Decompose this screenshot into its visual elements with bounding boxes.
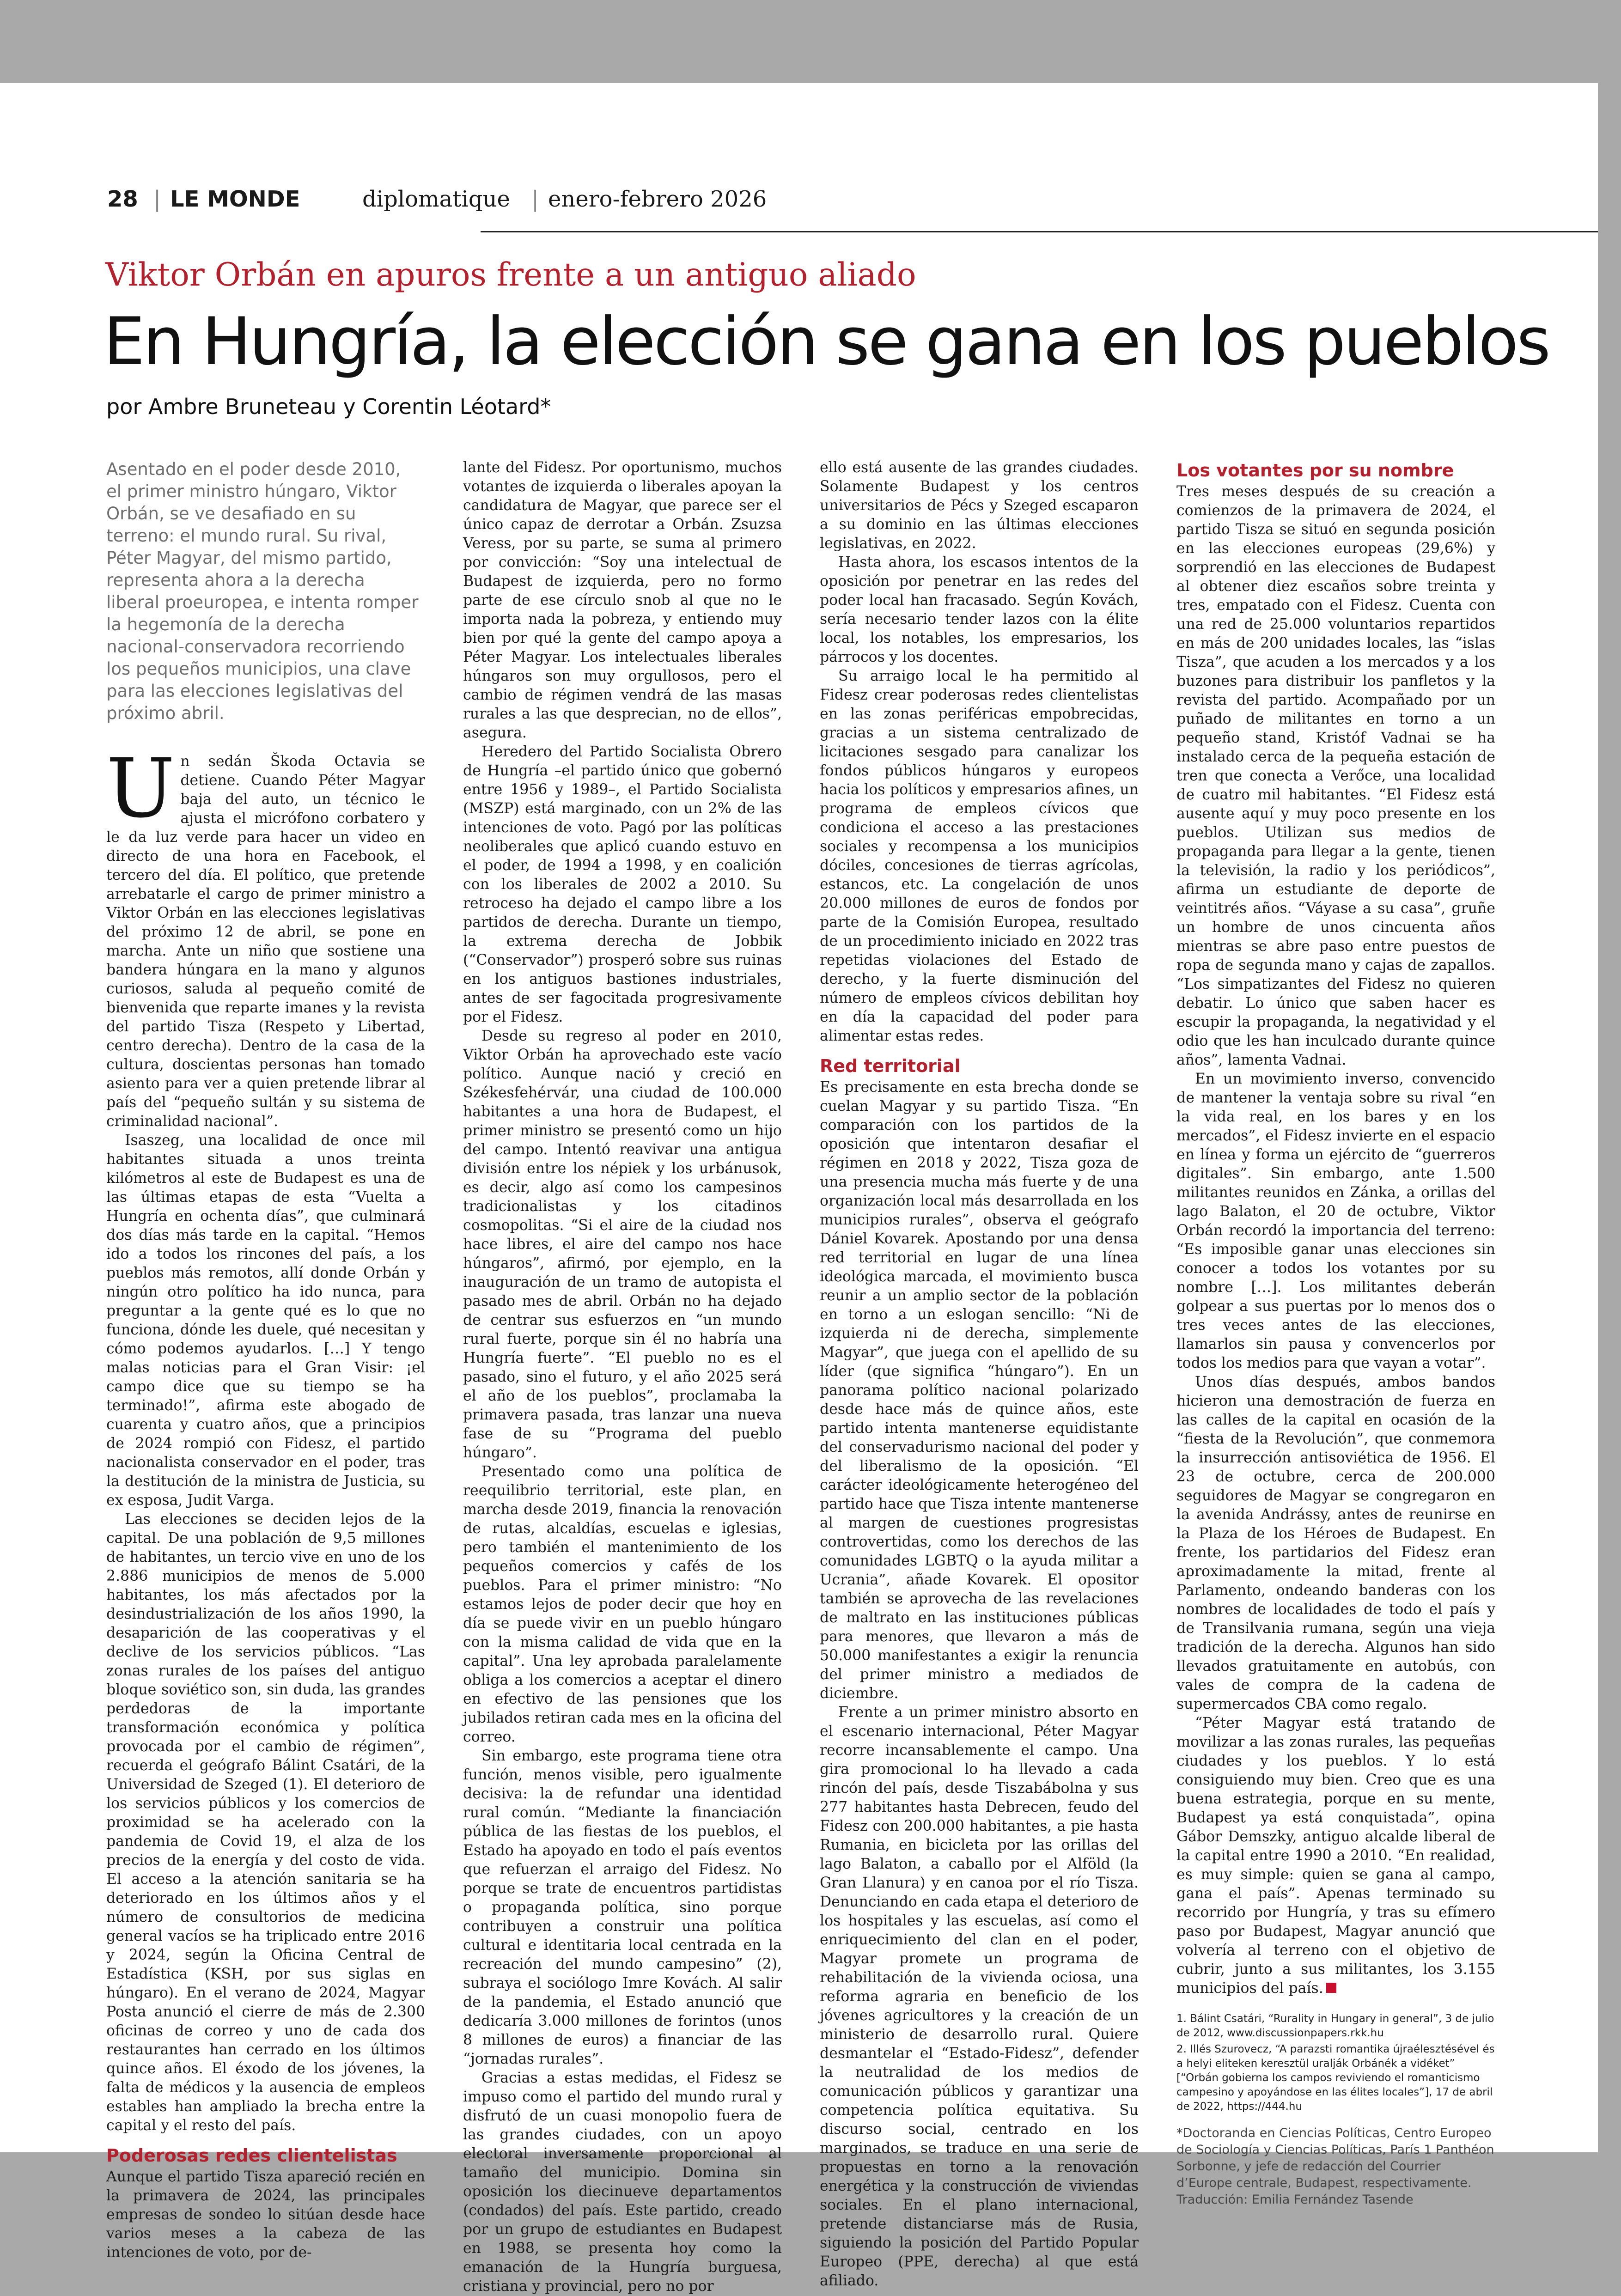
article-kicker: Viktor Orbán en apuros frente a un antiguo aliado [105, 256, 916, 293]
issue-date: enero-febrero 2026 [548, 186, 767, 212]
paragraph: Desde su regreso al poder en 2010, Viktor Orbán ha aprovechado este vacío político. Aunque nació y creció en Székesfehérvár, una ciudad de 100.000 habitantes a una hora de Budapest, el primer ministro se presentó como un hijo del campo. Intentó reavivar una antigua división entre los népiek y los urbánusok, es decir, algo así como los campesinos tradicionalistas y los citadinos cosmopolitas. “Si el aire de la ciudad nos hace libres, el aire del campo nos hace húngaros”, afirmó, por ejemplo, en la inauguración de un tramo de autopista el pasado mes de abril. Orbán no ha dejado de centrar sus esfuerzos en “un mundo rural fuerte, porque sin él no habría una Hungría fuerte”. “El pueblo no es el pasado, sino el futuro, y el año 2025 será el año de los pueblos”, proclamaba la primavera pasada, tras lanzar una nueva fase de su “Programa del pueblo húngaro”. [463, 1028, 782, 1461]
paragraph-text: “Péter Magyar está tratando de movilizar a las zonas rurales, las pequeñas ciudades y los pueblos. Y lo está consiguiendo muy bien. Creo que es una buena estrategia, porque en su mente, Budapest ya está conquistada”, opina Gábor Demszky, antiguo alcalde liberal de la capital entre 1990 a 2010. “En realidad, es muy simple: quien se gana al campo, gana el país”. Apenas terminado su recorrido por Hungría, y tras su efímero paso por Budapest, Magyar anunció que volvería al terreno con el objetivo de cubrir, junto a sus militantes, los 3.155 municipios del país. [1176, 1715, 1495, 1997]
paragraph: ello está ausente de las grandes ciudades. Solamente Budapest y los centros universitarios de Pécs y Szeged escaparon a su dominio en las últimas elecciones legislativas, en 2022. [820, 459, 1139, 552]
article-byline: por Ambre Bruneteau y Corentin Léotard* [106, 394, 551, 419]
paragraph: Presentado como una política de reequilibrio territorial, este plan, en marcha desde 2019, financia la renovación de rutas, alcaldías, escuelas e iglesias, pero también el mantenimiento de los pequeños comercios y cafés de los pueblos. Para el primer ministro: “No estamos lejos de poder decir que hoy en día se puede vivir en un pueblo húngaro con la misma calidad de vida que en la capital”. Una ley aprobada paralelamente obliga a los comercios a aceptar el dinero en efectivo de las pensiones que los jubilados retiran cada mes en la oficina del correo. [463, 1463, 782, 1745]
paragraph [106, 741, 425, 1131]
brand-name: LE MONDE [170, 186, 300, 212]
article-column-3 [820, 458, 1139, 2289]
section-subhead: Los votantes por su nombre [1176, 460, 1454, 481]
header-separator: | [531, 186, 539, 212]
paragraph: Su arraigo local le ha permitido al Fidesz crear poderosas redes clientelistas en las zonas periféricas empobrecidas, gracias a un sistema centralizado de licitaciones sesgado para canalizar los fondos públicos húngaros y europeos hacia los políticos y empresarios afines, un programa de empleos cívicos que condiciona el acceso a las prestaciones sociales y recompensa a los municipios dóciles, concesiones de tierras agrícolas, estancos, etc. La congelación de unos 20.000 millones de euros de fondos por parte de la Comisión Europea, resultado de un procedimiento iniciado en 2022 tras repetidas violaciones del Estado de derecho, y la fuerte disminución del número de empleos cívicos debilitan hoy en día la capacidad del poder para alimentar estas redes. [820, 668, 1139, 1044]
paragraph: lante del Fidesz. Por oportunismo, muchos votantes de izquierda o liberales apoyan la candidatura de Magyar, que parece ser el único capaz de derrotar a Orbán. Zsuzsa Veress, por su parte, se suma al primero por convicción: “Soy una intelectual de Budapest de izquierda, pero no formo parte de ese círculo snob al que no le importa nada la pobreza, y entiendo muy bien por qué la gente del campo apoya a Péter Magyar. Los intelectuales liberales húngaros son muy orgullosos, pero el cambio de régimen vendrá de las masas rurales a las que desprecian, no de ellos”, asegura. [463, 459, 782, 741]
footnote: 1. Bálint Csatári, “Rurality in Hungary in general”, 3 de julio de 2012, www.discussionpapers.rkk.hu [1176, 2013, 1494, 2039]
article-lead: Asentado en el poder desde 2010, el primer ministro húngaro, Viktor Orbán, se ve desafiado en su terreno: el mundo rural. Su rival, Péter Magyar, del mismo partido, representa ahora a la derecha liberal proeuropea, e intenta romper la hegemonía de la derecha nacional-conservadora recorriendo los pequeños municipios, una clave para las elecciones legislativas del próximo abril. [106, 459, 419, 723]
paragraph [1176, 1714, 1495, 1998]
article-column-4 [1176, 458, 1495, 2207]
drop-cap: U [106, 741, 175, 836]
paragraph: Unos días después, ambos bandos hicieron una demostración de fuerza en las calles de la capital en ocasión de la “fiesta de la Revolución”, que conmemora la insurrección antisoviética de 1956. El 23 de octubre, cerca de 200.000 seguidores de Magyar se congregaron en la avenida Andrássy, antes de reunirse en la Plaza de los Héroes de Budapest. En frente, los partidarios del Fidesz eran aproximadamente la mitad, frente al Parlamento, ondeando banderas con los nombres de localidades de todo el país y de Transilvania rumana, según una vieja tradición de la derecha. Algunos han sido llevados gratuitamente en autobús, con vales de compra de la cadena de supermercados CBA como regalo. [1176, 1374, 1495, 1712]
footnote: 2. Illés Szurovecz, “A parazsti romantika újraélesztésével és a helyi eliteken keresztül uralják Orbánék a vidéket” [“Orbán gobierna los campos reviviendo el romanticismo campesino y apoyándose en las élites locales”], 17 de abril de 2022, https://444.hu [1176, 2043, 1495, 2113]
translation-credit: Traducción: Emilia Fernández Tasende [1176, 2192, 1414, 2207]
author-credits [1176, 2125, 1495, 2208]
newspaper-page [0, 83, 1598, 2295]
paragraph: Sin embargo, este programa tiene otra función, menos visible, pero igualmente decisiva: la de refundar una identidad rural común. “Mediante la financiación pública de las fiestas de los pueblos, el Estado ha apoyado en todo el país eventos que refuerzan el arraigo del Fidesz. No porque se trate de encuentros partidistas o propaganda política, sino porque contribuyen a construir una política cultural e identitaria local centrada en la recreación del mundo campesino” (2), subraya el sociólogo Imre Kovách. Al salir de la pandemia, el Estado anunció que dedicaría 3.000 millones de forintos (unos 8 millones de euros) a financiar de las “jornadas rurales”. [463, 1748, 782, 2067]
header-rule [481, 231, 1598, 232]
paragraph: Gracias a estas medidas, el Fidesz se impuso como el partido del mundo rural y disfrutó de un cuasi monopolio fuera de las grandes ciudades, con un apoyo electoral inversamente proporcional al tamaño del municipio. Domina sin oposición los diecinueve departamentos (condados) del país. Este partido, creado por un grupo de estudiantes en Budapest en 1988, se presenta hoy como la emanación de la Hungría burguesa, cristiana y provincial, pero no por [463, 2070, 782, 2295]
brand-name-suffix: diplomatique [362, 186, 510, 212]
page-header [107, 186, 1614, 213]
section-subhead: Poderosas redes clientelistas [106, 2145, 397, 2166]
paragraph: Frente a un primer ministro absorto en el escenario internacional, Péter Magyar recorre incansablemente el campo. Una gira promocional lo ha llevado a cada rincón del país, desde Tiszabábolna y sus 277 habitantes hasta Debrecen, feudo del Fidesz con 200.000 habitantes, a pie hasta Rumania, en bicicleta por las orillas del lago Balaton, a caballo por el Alföld (la Gran Llanura) y en canoa por el río Tisza. Denunciando en cada etapa el deterioro de los hospitales y las escuelas, así como el enriquecimiento del clan en el poder, Magyar promete un programa de rehabilitación de la vivienda ociosa, una reforma agraria en beneficio de los jóvenes agricultores y la creación de un ministerio de desarrollo rural. Quiere desmantelar el “Estado-Fidesz”, defender la neutralidad de los medios de comunicación públicos y garantizar una competencia política equitativa. Su discurso social, centrado en los marginados, se traduce en una serie de propuestas en torno a la renovación energética y la construcción de viviendas sociales. En el plano internacional, pretende distanciarse más de Rusia, siguiendo la posición del Partido Popular Europeo (PPE, derecha) al que está afiliado. [820, 1704, 1139, 2289]
article-column-2 [463, 458, 782, 2295]
paragraph: Heredero del Partido Socialista Obrero de Hungría –el partido único que gobernó entre 1956 y 1989–, el Partido Socialista (MSZP) está marginado, con un 2% de las intenciones de voto. Pagó por las políticas neoliberales que aplicó cuando estuvo en el poder, de 1994 a 1998, y en coalición con los liberales de 2002 a 2010. Su retroceso ha dejado el campo libre a los partidos de derecha. Durante un tiempo, la extrema derecha de Jobbik (“Conservador”) prosperó sobre sus ruinas en los antiguos bastiones industriales, antes de ser fagocitada progresivamente por el Fidesz. [463, 743, 782, 1025]
author-affiliation: *Doctoranda en Ciencias Políticas, Centro Europeo de Sociología y Ciencias Políticas, París 1 Panthéon Sorbonne, y jefe de redacción del Courrier d’Europe centrale, Budapest, respectivamente. [1176, 2126, 1494, 2190]
paragraph: Las elecciones se deciden lejos de la capital. De una población de 9,5 millones de habitantes, un tercio vive en uno de los 2.886 municipios de menos de 5.000 habitantes, los más afectados por la desindustrialización de los años 1990, la desaparición de las cooperativas y el declive de los servicios públicos. “Las zonas rurales de los países del antiguo bloque soviético son, sin duda, las grandes perdedoras de la importante transformación económica y política provocada por el cambio de régimen”, recuerda el geógrafo Bálint Csatári, de la Universidad de Szeged (1). El deterioro de los servicios públicos y los comercios de proximidad se ha acelerado con la pandemia de Covid 19, el alza de los precios de la energía y del costo de vida. El acceso a la atención sanitaria se ha deteriorado en los últimos años y el número de consultorios de medicina general vacíos se ha triplicado entre 2016 y 2024, según la Oficina Central de Estadística (KSH, por sus siglas en húngaro). En el verano de 2024, Magyar Posta anunció el cierre de más de 2.300 oficinas de correo y uno de cada dos restaurantes han cerrado en los últimos quince años. El éxodo de los jóvenes, la falta de médicos y la ausencia de empleos estables han ampliado la brecha entre la capital y el resto del país. [106, 1511, 425, 2134]
page-number: 28 [107, 186, 138, 212]
paragraph: Isaszeg, una localidad de once mil habitantes situada a unos treinta kilómetros al este de Budapest es una de las últimas etapas de esta “Vuelta a Hungría en ochenta días”, que culminará dos días más tarde en la capital. “Hemos ido a todos los rincones del país, a los pueblos más remotos, allí donde Orbán y ningún otro político ha ido nunca, para preguntar a la gente qué es lo que no funciona, dónde les duele, qué necesitan y cómo podemos ayudarlos. […] Y tengo malas noticias para el Gran Visir: ¡el campo dice que su tiempo se ha terminado!”, afirma este abogado de cuarenta y cuatro años, que a principios de 2024 rompió con Fidesz, el partido nacionalista conservador en el poder, tras la destitución de la ministra de Justicia, su ex esposa, Judit Varga. [106, 1132, 425, 1509]
paragraph-text: n sedán Škoda Octavia se detiene. Cuando Péter Magyar baja del auto, un técnico le ajusta el micrófono corbatero y le da luz verde para hacer un video en directo de una hora en Facebook, el tercero del día. El político, que pretende arrebatarle el cargo de primer ministro a Viktor Orbán en las elecciones legislativas del próximo 12 de abril, se pone en marcha. Ante un niño que sostiene una bandera húngara en la mano y algunos curiosos, saluda al pequeño comité de bienvenida que reparte imanes y la revista del partido Tisza (Respeto y Libertad, centro derecha). Dentro de la casa de la cultura, doscientas personas han tomado asiento para ver a quien pretende librar al país del “pequeño sultán y su sistema de criminalidad nacional”. [106, 753, 425, 1130]
end-of-article-square-icon [1326, 1983, 1336, 1993]
section-subhead: Red territorial [820, 1056, 961, 1076]
header-separator: | [153, 186, 161, 212]
paragraph: Tres meses después de su creación a comienzos de la primavera de 2024, el partido Tisza se situó en segunda posición en las elecciones europeas (29,6%) y sorprendió en las elecciones de Budapest al obtener diez escaños sobre treinta y tres, empatado con el Fidesz. Cuenta con una red de 25.000 voluntarios repartidos en más de 200 unidades locales, las “islas Tisza”, que acuden a los mercados y a los buzones para distribuir los panfletos y la revista del partido. Acompañado por un puñado de militantes en torno a un pequeño stand, Kristóf Vadnai se ha instalado cerca de la pequeña estación de tren que conecta a Verőce, una localidad de cuatro mil habitantes. “El Fidesz está ausente aquí y muy poco presente en los pueblos. Utilizan sus medios de propaganda para llegar a la gente, tienen la televisión, la radio y los periódicos”, afirma un estudiante de deporte de veintitrés años. “Váyase a su casa”, gruñe un hombre de unos cincuenta años mientras se abre paso entre puestos de ropa de segunda mano y cajas de zapallos. “Los simpatizantes del Fidesz no quieren debatir. Lo único que saben hacer es escupir la propaganda, la negatividad y el odio que les han inculcado durante quince años”, lamenta Vadnai. [1176, 483, 1495, 1068]
article-headline: En Hungría, la elección se gana en los pueblos [104, 304, 1549, 380]
paragraph: Es precisamente en esta brecha donde se cuelan Magyar y su partido Tisza. “En comparación con los partidos de la oposición que intentaron desafiar el régimen en 2018 y 2022, Tisza goza de una presencia mucha más fuerte y de una organización local más desarrollada en los municipios rurales”, observa el geógrafo Dániel Kovarek. Apostando por una densa red territorial en lugar de una línea ideológica marcada, el movimiento busca reunir a un amplio sector de la población en torno a un eslogan sencillo: “Ni de izquierda ni de derecha, simplemente Magyar”, que juega con el apellido de su líder (que significa “húngaro”). En un panorama político nacional polarizado desde hace más de quince años, este partido intenta mantenerse equidistante del conservadurismo nacional del poder y del liberalismo de la oposición. “El carácter ideológicamente heterogéneo del partido hace que Tisza intente mantenerse al margen de cuestiones progresistas controvertidas, como los derechos de las comunidades LGBTQ o la ayuda militar a Ucrania”, añade Kovarek. El opositor también se aprovecha de las revelaciones de maltrato en las instituciones públicas para menores, que llevaron a más de 50.000 manifestantes a exigir la renuncia del primer ministro a mediados de diciembre. [820, 1079, 1139, 1702]
paragraph: Hasta ahora, los escasos intentos de la oposición por penetrar en las redes del poder local han fracasado. Según Kovách, sería necesario tender lazos con la élite local, los notables, los empresarios, los párrocos y los docentes. [820, 554, 1139, 665]
article-column-1 [106, 458, 425, 2261]
paragraph: En un movimiento inverso, convencido de mantener la ventaja sobre su rival “en la vida real, en los bares y en los mercados”, el Fidesz invierte en el espacio en línea y forma un ejército de “guerreros digitales”. Sin embargo, ante 1.500 militantes reunidos en Zánka, a orillas del lago Balaton, el 20 de octubre, Viktor Orbán recordó la importancia del terreno: “Es imposible ganar unas elecciones sin conocer a todos los votantes por su nombre […]. Los militantes deberán golpear a sus puertas por lo menos dos o tres veces antes de las elecciones, llamarlos sin pausa y convencerlos por todos los medios para que vayan a votar”. [1176, 1071, 1495, 1371]
footnotes [1176, 2012, 1495, 2114]
paragraph: Aunque el partido Tisza apareció recién en la primavera de 2024, las principales empresas de sondeo lo sitúan desde hace varios meses a la cabeza de las intenciones de voto, por de- [106, 2168, 425, 2261]
